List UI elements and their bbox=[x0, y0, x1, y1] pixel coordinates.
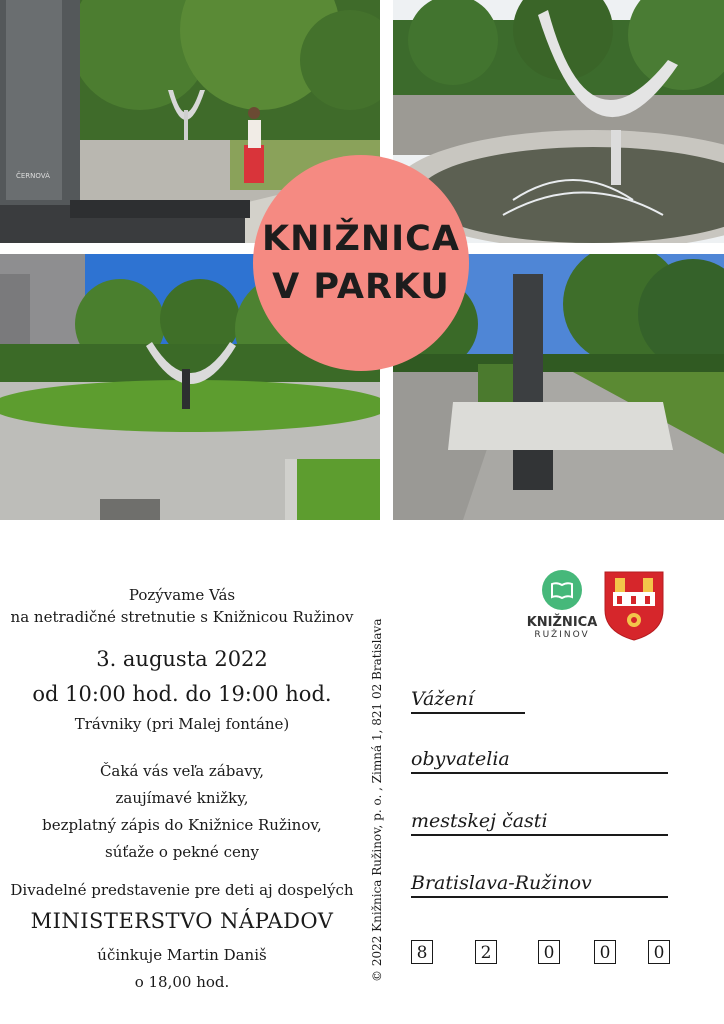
copyright-text: © 2022 Knižnica Ružinov, p. o. , Zimná 1, 821 02 Bratislava bbox=[370, 618, 384, 982]
attraction-item: Čaká vás veľa zábavy, bbox=[99, 762, 265, 780]
address-line1: Vážení bbox=[411, 688, 525, 714]
title-badge bbox=[253, 155, 469, 371]
event-time: od 10:00 hod. do 19:00 hod. bbox=[32, 682, 332, 706]
title-line2: V PARKU bbox=[272, 267, 450, 307]
title-line1: KNIŽNICA bbox=[262, 219, 460, 259]
postal-digit: 8 bbox=[411, 940, 433, 964]
library-sub: RUŽINOV bbox=[534, 630, 590, 640]
attraction-item: zaujímavé knižky, bbox=[115, 789, 249, 807]
address-line3: mestskej časti bbox=[411, 810, 668, 836]
event-date: 3. augusta 2022 bbox=[96, 647, 268, 671]
event-place: Trávniky (pri Malej fontáne) bbox=[74, 715, 290, 733]
address-line4: Bratislava-Ružinov bbox=[411, 872, 668, 898]
theatre-time: o 18,00 hod. bbox=[134, 973, 230, 991]
attraction-item: súťaže o pekné ceny bbox=[105, 843, 259, 861]
invitation-line1: Pozývame Vás bbox=[128, 586, 236, 604]
postal-digit: 0 bbox=[648, 940, 670, 964]
postal-digit: 2 bbox=[475, 940, 497, 964]
theatre-title: MINISTERSTVO NÁPADOV bbox=[30, 909, 334, 933]
attraction-item: bezplatný zápis do Knižnice Ružinov, bbox=[42, 816, 322, 834]
invitation-line2: na netradičné stretnutie s Knižnicou Ružinov bbox=[10, 608, 354, 626]
library-name: KNIŽNICA bbox=[526, 615, 598, 630]
ruzinov-crest-icon bbox=[603, 570, 665, 642]
theatre-intro: Divadelné predstavenie pre deti aj dospelých bbox=[10, 881, 354, 899]
performer: účinkuje Martin Daniš bbox=[97, 946, 267, 964]
postal-digit: 0 bbox=[594, 940, 616, 964]
address-line2: obyvatelia bbox=[411, 748, 668, 774]
library-logo bbox=[525, 570, 599, 640]
postal-digit: 0 bbox=[538, 940, 560, 964]
memorial-inscription: ČERNOVÁ bbox=[16, 172, 50, 180]
book-icon bbox=[542, 570, 582, 610]
